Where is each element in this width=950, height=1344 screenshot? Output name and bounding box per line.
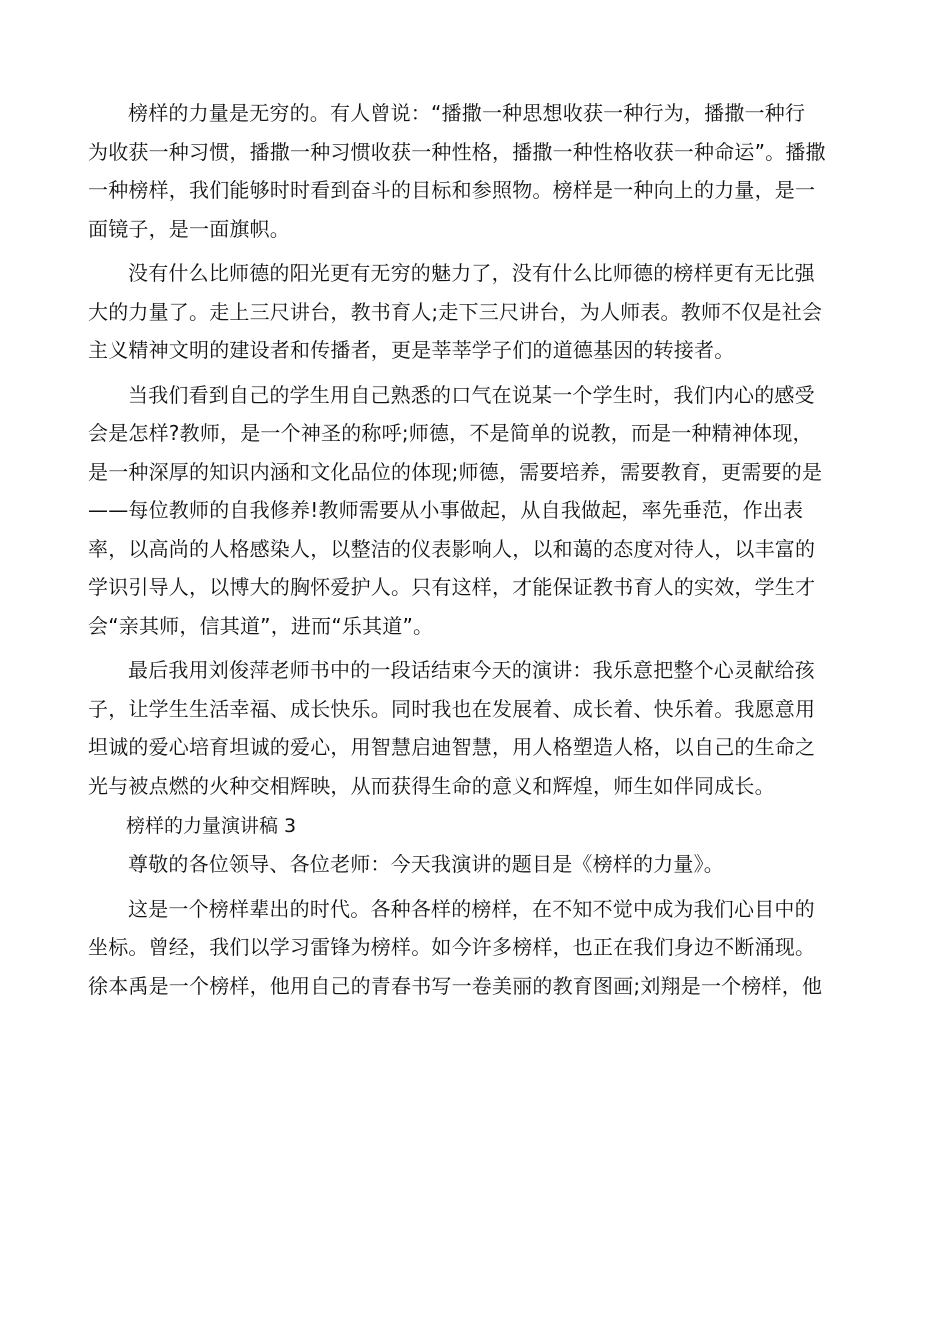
text-line: 光与被点燃的火种交相辉映，从而获得生命的意义和辉煌，师生如伴同成长。 <box>88 773 775 798</box>
paragraph-1 <box>88 94 862 248</box>
text-line: 徐本禹是一个榜样，他用自己的青春书写一卷美丽的教育图画;刘翔是一个榜样，他 <box>88 973 823 998</box>
text-line: 会是怎样?教师，是一个神圣的称呼;师德，不是简单的说教，而是一种精神体现， <box>88 421 813 445</box>
text-line: 为收获一种习惯，播撒一种习惯收获一种性格，播撒一种性格收获一种命运”。播撒 <box>88 139 826 164</box>
greeting-paragraph: 尊敬的各位领导、各位老师：今天我演讲的题目是《榜样的力量》。 <box>128 852 724 876</box>
section-title: 榜样的力量演讲稿 3 <box>126 815 297 837</box>
text-line: 大的力量了。走上三尺讲台，教书育人;走下三尺讲台，为人师表。教师不仅是社会 <box>88 299 823 324</box>
text-line: 是一种深厚的知识内涵和文化品位的体现;师德，需要培养，需要教育，更需要的是 <box>88 459 823 484</box>
text-line: ——每位教师的自我修养!教师需要从小事做起，从自我做起，率先垂范，作出表 <box>88 498 804 522</box>
text-line: 最后我用刘俊萍老师书中的一段话结束今天的演讲：我乐意把整个心灵献给孩 <box>128 658 815 682</box>
text-line: 榜样的力量是无穷的。有人曾说：“播撒一种思想收获一种行为，播撒一种行 <box>128 101 806 125</box>
paragraph-5 <box>88 890 862 1006</box>
text-line: 当我们看到自己的学生用自己熟悉的口气在说某一个学生时，我们内心的感受 <box>128 382 815 407</box>
text-line: 一种榜样，我们能够时时看到奋斗的目标和参照物。榜样是一种向上的力量，是一 <box>88 178 816 202</box>
paragraph-2 <box>88 254 862 370</box>
text-line: 子，让学生生活幸福、成长快乐。同时我也在发展着、成长着、快乐着。我愿意用 <box>88 696 816 721</box>
paragraph-4 <box>88 651 862 805</box>
text-line: 面镜子，是一面旗帜。 <box>88 216 290 241</box>
text-line: 这是一个榜样辈出的时代。各种各样的榜样，在不知不觉中成为我们心目中的 <box>128 896 815 921</box>
text-line: 主义精神文明的建设者和传播者，更是莘莘学子们的道德基因的转接者。 <box>88 338 735 362</box>
text-line: 会“亲其师，信其道”，进而“乐其道”。 <box>88 613 434 638</box>
document-page <box>88 94 862 1005</box>
text-line: 学识引导人，以博大的胸怀爱护人。只有这样，才能保证教书育人的实效，学生才 <box>88 575 816 599</box>
text-line: 没有什么比师德的阳光更有无穷的魅力了，没有什么比师德的榜样更有无比强 <box>128 261 815 285</box>
text-line: 坦诚的爱心培育坦诚的爱心，用智慧启迪智慧，用人格塑造人格，以自己的生命之 <box>88 735 816 759</box>
text-line: 坐标。曾经，我们以学习雷锋为榜样。如今许多榜样，也正在我们身边不断涌现。 <box>88 935 816 959</box>
paragraph-3 <box>88 376 862 646</box>
text-line: 率，以高尚的人格感染人，以整洁的仪表影响人，以和蔼的态度对待人，以丰富的 <box>88 536 816 561</box>
